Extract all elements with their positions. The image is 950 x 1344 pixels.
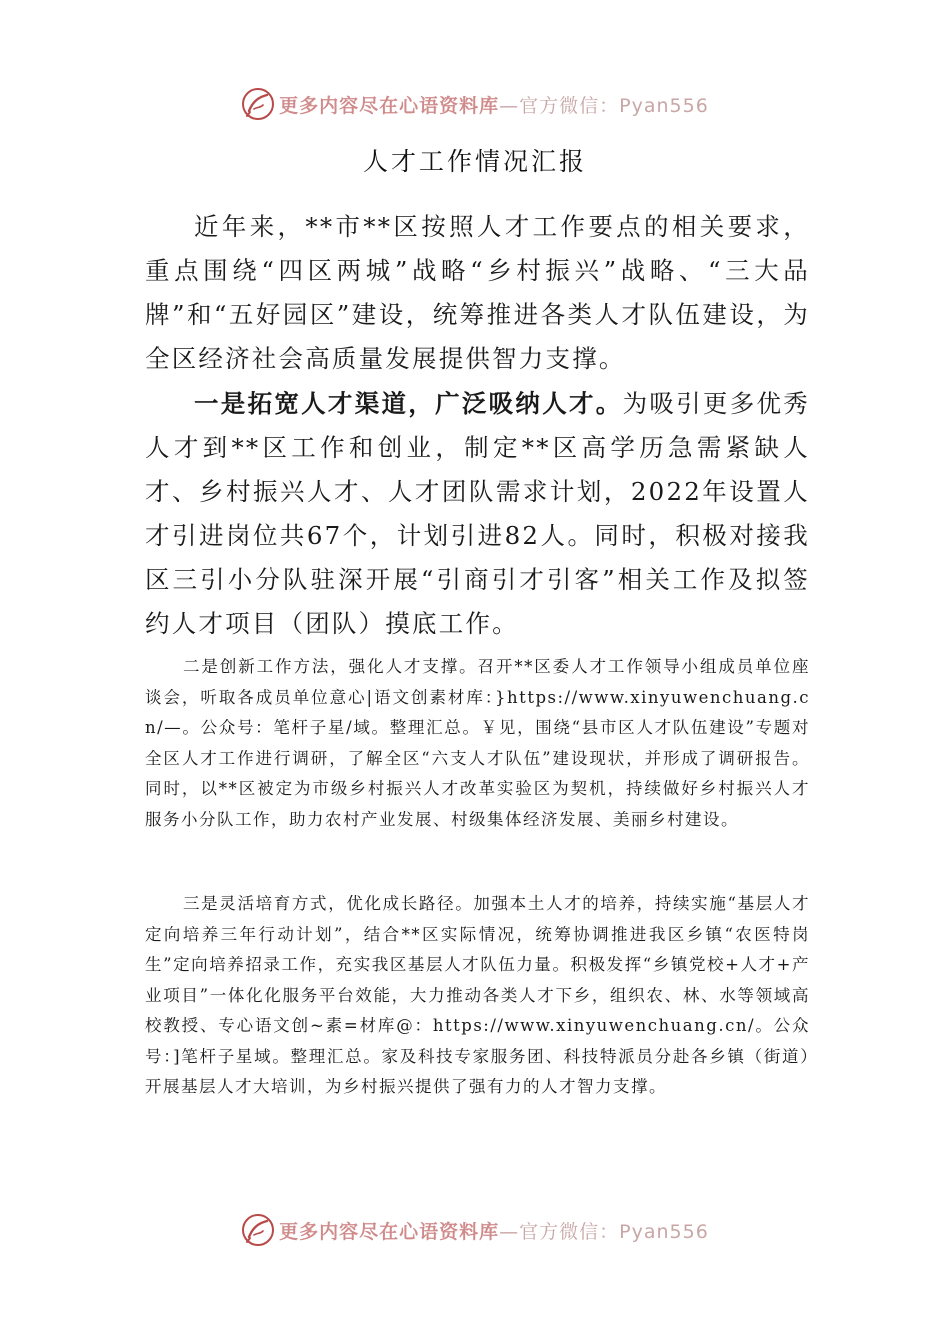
section-one-body: 为吸引更多优秀人才到**区工作和创业，制定**区高学历急需紧缺人才、乡村振兴人才、人才团队需求计划，2022年设置人才引进岗位共67个，计划引进82人。同时，积极对接我区三引小分队驻深开展“引商引才引客”相关工作及拟签约人才项目（团队）摸底工作。: [145, 389, 810, 638]
watermark-brand: 更多内容尽在心语资料库: [279, 94, 500, 117]
section-one-paragraph: [145, 382, 810, 646]
pen-signature-icon: [241, 87, 275, 121]
header-watermark: [0, 84, 950, 124]
footer-watermark: [0, 1210, 950, 1250]
document-title: 人才工作情况汇报: [362, 147, 587, 176]
intro-paragraph: 近年来，**市**区按照人才工作要点的相关要求，重点围绕“四区两城”战略“乡村振兴”战略、“三大品牌”和“五好园区”建设，统筹推进各类人才队伍建设，为全区经济社会高质量发展提供智力支撑。: [145, 212, 810, 373]
watermark-brand: 更多内容尽在心语资料库: [279, 1220, 500, 1243]
watermark-text: [279, 1217, 709, 1244]
watermark-text: [279, 91, 709, 118]
watermark-contact: —官方微信：Pyan556: [499, 94, 709, 117]
watermark-contact: —官方微信：Pyan556: [499, 1220, 709, 1243]
pen-signature-icon: [241, 1213, 275, 1247]
section-two-paragraph: 二是创新工作方法，强化人才支撑。召开**区委人才工作领导小组成员单位座谈会，听取各成员单位意心|语文创素材库：}https://www.xinyuwenchuang.cn/—。公众号：笔杆子星/域。整理汇总。￥见，围绕“县市区人才队伍建设”专题对全区人才工作进行调研，了解全区“六支人才队伍”建设现状，并形成了调研报告。同时，以**区被定为市级乡村振兴人才改革实验区为契机，持续做好乡村振兴人才服务小分队工作，助力农村产业发展、村级集体经济发展、美丽乡村建设。: [145, 657, 810, 829]
section-three-paragraph: 三是灵活培育方式，优化成长路径。加强本土人才的培养，持续实施“基层人才定向培养三年行动计划”，结合**区实际情况，统筹协调推进我区乡镇“农医特岗生”定向培养招录工作，充实我区基层人才队伍力量。积极发挥“乡镇党校+人才+产业项目”一体化化服务平台效能，大力推动各类人才下乡，组织农、林、水等领域高校教授、专心语文创~素=材库@：https://www.xinyuwenchuang.cn/。公众号：]笔杆子星域。整理汇总。家及科技专家服务团、科技特派员分赴各乡镇（街道）开展基层人才大培训，为乡村振兴提供了强有力的人才智力支撑。: [145, 894, 810, 1096]
section-one-lead: 一是拓宽人才渠道，广泛吸纳人才。: [194, 389, 623, 418]
